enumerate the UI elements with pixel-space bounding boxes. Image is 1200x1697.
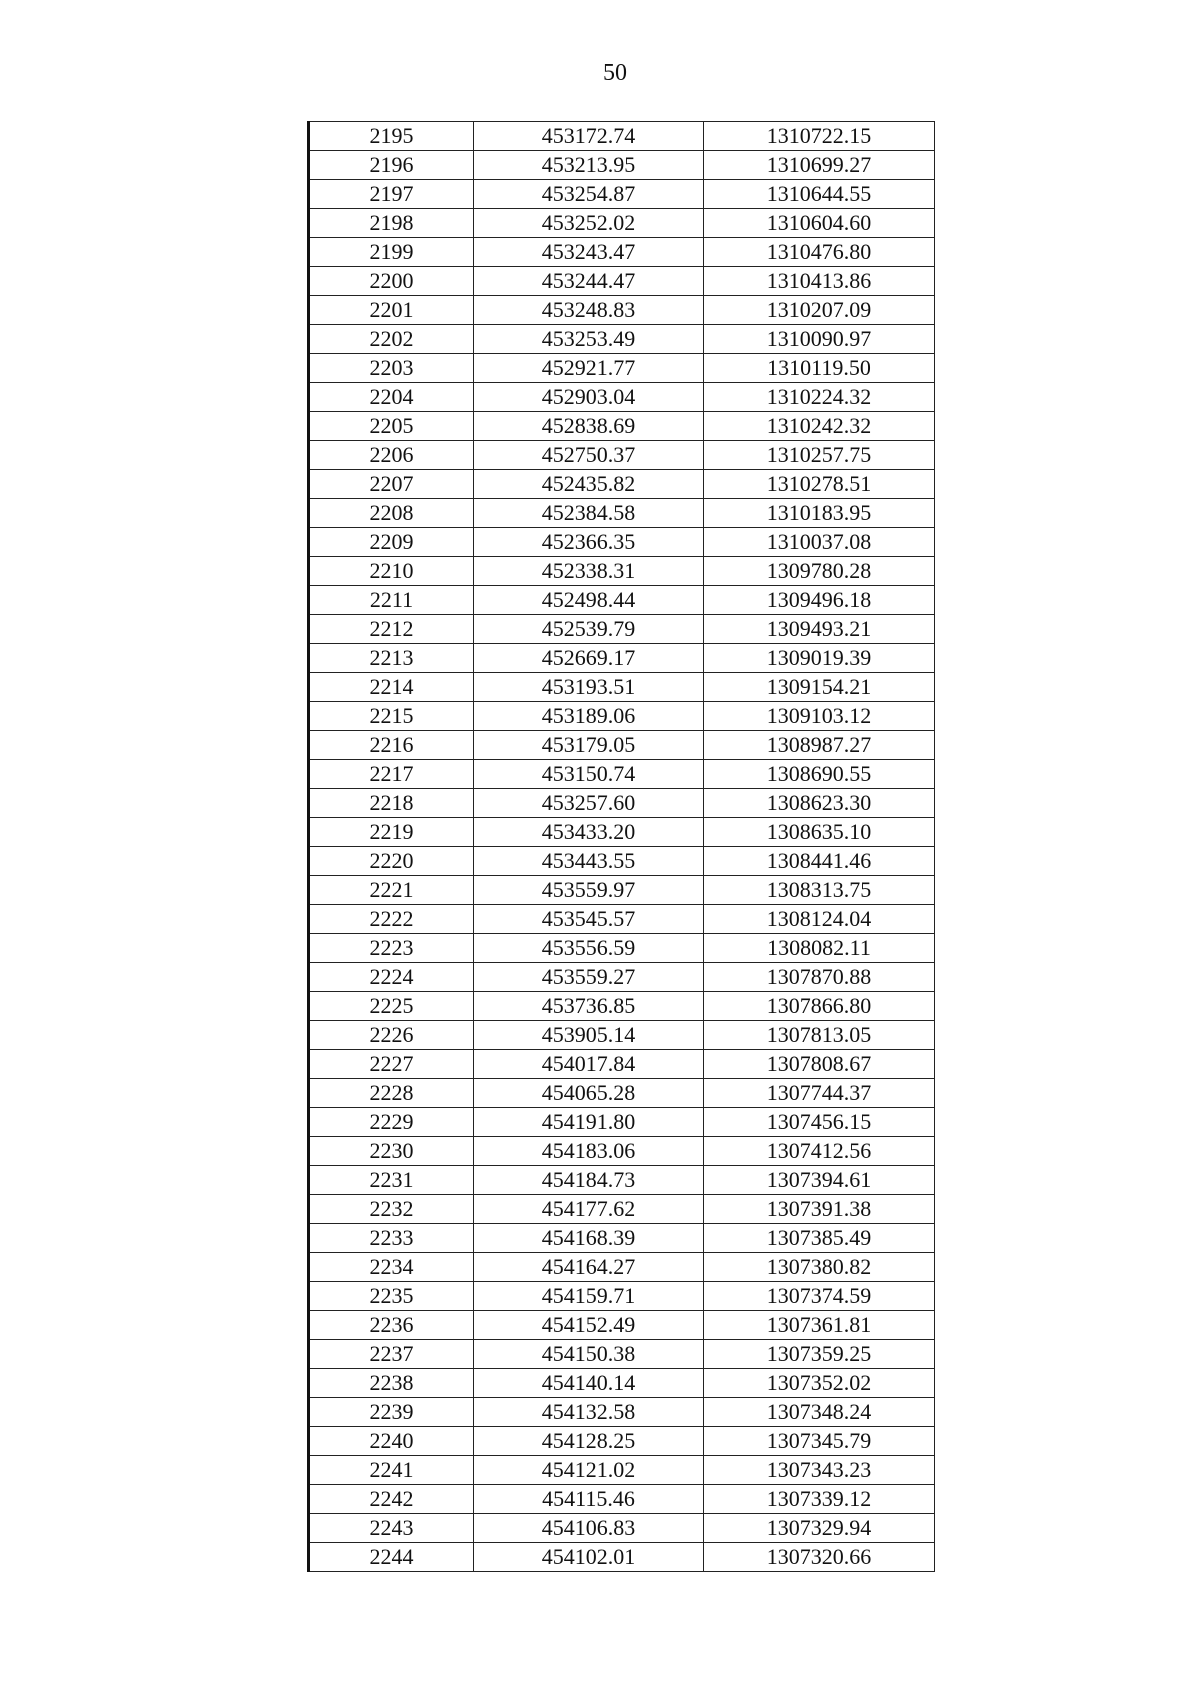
point-number-cell: 2238 bbox=[309, 1369, 474, 1398]
x-coordinate-cell: 453213.95 bbox=[474, 151, 704, 180]
point-number-cell: 2205 bbox=[309, 412, 474, 441]
table-row bbox=[309, 180, 935, 209]
y-coordinate-cell: 1307352.02 bbox=[704, 1369, 935, 1398]
y-coordinate-cell: 1308635.10 bbox=[704, 818, 935, 847]
x-coordinate-cell: 453248.83 bbox=[474, 296, 704, 325]
page-number: 50 bbox=[603, 60, 627, 86]
x-coordinate-cell: 454128.25 bbox=[474, 1427, 704, 1456]
x-coordinate-cell: 453150.74 bbox=[474, 760, 704, 789]
point-number-cell: 2214 bbox=[309, 673, 474, 702]
coordinates-table-body bbox=[309, 122, 935, 1572]
point-number-cell: 2219 bbox=[309, 818, 474, 847]
x-coordinate-cell: 452750.37 bbox=[474, 441, 704, 470]
y-coordinate-cell: 1309493.21 bbox=[704, 615, 935, 644]
table-row bbox=[309, 1311, 935, 1340]
table-row bbox=[309, 122, 935, 151]
x-coordinate-cell: 452903.04 bbox=[474, 383, 704, 412]
point-number-cell: 2242 bbox=[309, 1485, 474, 1514]
table-row bbox=[309, 1195, 935, 1224]
table-row bbox=[309, 789, 935, 818]
point-number-cell: 2206 bbox=[309, 441, 474, 470]
x-coordinate-cell: 454191.80 bbox=[474, 1108, 704, 1137]
point-number-cell: 2230 bbox=[309, 1137, 474, 1166]
table-row bbox=[309, 470, 935, 499]
table-row bbox=[309, 325, 935, 354]
table-row bbox=[309, 1427, 935, 1456]
x-coordinate-cell: 454150.38 bbox=[474, 1340, 704, 1369]
x-coordinate-cell: 452539.79 bbox=[474, 615, 704, 644]
y-coordinate-cell: 1310224.32 bbox=[704, 383, 935, 412]
y-coordinate-cell: 1308623.30 bbox=[704, 789, 935, 818]
x-coordinate-cell: 454159.71 bbox=[474, 1282, 704, 1311]
x-coordinate-cell: 454177.62 bbox=[474, 1195, 704, 1224]
y-coordinate-cell: 1308124.04 bbox=[704, 905, 935, 934]
y-coordinate-cell: 1307412.56 bbox=[704, 1137, 935, 1166]
x-coordinate-cell: 453257.60 bbox=[474, 789, 704, 818]
x-coordinate-cell: 453189.06 bbox=[474, 702, 704, 731]
point-number-cell: 2209 bbox=[309, 528, 474, 557]
x-coordinate-cell: 453433.20 bbox=[474, 818, 704, 847]
y-coordinate-cell: 1309103.12 bbox=[704, 702, 935, 731]
y-coordinate-cell: 1310090.97 bbox=[704, 325, 935, 354]
y-coordinate-cell: 1307339.12 bbox=[704, 1485, 935, 1514]
y-coordinate-cell: 1310278.51 bbox=[704, 470, 935, 499]
point-number-cell: 2210 bbox=[309, 557, 474, 586]
point-number-cell: 2244 bbox=[309, 1543, 474, 1572]
point-number-cell: 2221 bbox=[309, 876, 474, 905]
y-coordinate-cell: 1310037.08 bbox=[704, 528, 935, 557]
table-row bbox=[309, 1485, 935, 1514]
point-number-cell: 2229 bbox=[309, 1108, 474, 1137]
y-coordinate-cell: 1307329.94 bbox=[704, 1514, 935, 1543]
x-coordinate-cell: 453253.49 bbox=[474, 325, 704, 354]
x-coordinate-cell: 453559.97 bbox=[474, 876, 704, 905]
y-coordinate-cell: 1310257.75 bbox=[704, 441, 935, 470]
table-row bbox=[309, 1369, 935, 1398]
point-number-cell: 2217 bbox=[309, 760, 474, 789]
y-coordinate-cell: 1307343.23 bbox=[704, 1456, 935, 1485]
x-coordinate-cell: 454102.01 bbox=[474, 1543, 704, 1572]
table-row bbox=[309, 296, 935, 325]
point-number-cell: 2207 bbox=[309, 470, 474, 499]
y-coordinate-cell: 1307385.49 bbox=[704, 1224, 935, 1253]
x-coordinate-cell: 453545.57 bbox=[474, 905, 704, 934]
x-coordinate-cell: 452338.31 bbox=[474, 557, 704, 586]
table-row bbox=[309, 760, 935, 789]
x-coordinate-cell: 454152.49 bbox=[474, 1311, 704, 1340]
x-coordinate-cell: 454017.84 bbox=[474, 1050, 704, 1079]
point-number-cell: 2212 bbox=[309, 615, 474, 644]
point-number-cell: 2232 bbox=[309, 1195, 474, 1224]
point-number-cell: 2235 bbox=[309, 1282, 474, 1311]
y-coordinate-cell: 1307744.37 bbox=[704, 1079, 935, 1108]
y-coordinate-cell: 1307870.88 bbox=[704, 963, 935, 992]
point-number-cell: 2239 bbox=[309, 1398, 474, 1427]
x-coordinate-cell: 454132.58 bbox=[474, 1398, 704, 1427]
y-coordinate-cell: 1307813.05 bbox=[704, 1021, 935, 1050]
table-row bbox=[309, 209, 935, 238]
coordinates-table bbox=[307, 121, 935, 1572]
point-number-cell: 2204 bbox=[309, 383, 474, 412]
table-row bbox=[309, 1137, 935, 1166]
table-row bbox=[309, 441, 935, 470]
y-coordinate-cell: 1310119.50 bbox=[704, 354, 935, 383]
x-coordinate-cell: 453254.87 bbox=[474, 180, 704, 209]
y-coordinate-cell: 1307866.80 bbox=[704, 992, 935, 1021]
table-row bbox=[309, 1282, 935, 1311]
table-row bbox=[309, 963, 935, 992]
x-coordinate-cell: 453179.05 bbox=[474, 731, 704, 760]
x-coordinate-cell: 453905.14 bbox=[474, 1021, 704, 1050]
x-coordinate-cell: 454115.46 bbox=[474, 1485, 704, 1514]
x-coordinate-cell: 454184.73 bbox=[474, 1166, 704, 1195]
table-row bbox=[309, 1224, 935, 1253]
y-coordinate-cell: 1307456.15 bbox=[704, 1108, 935, 1137]
point-number-cell: 2215 bbox=[309, 702, 474, 731]
y-coordinate-cell: 1308987.27 bbox=[704, 731, 935, 760]
table-row bbox=[309, 267, 935, 296]
point-number-cell: 2203 bbox=[309, 354, 474, 383]
table-row bbox=[309, 1514, 935, 1543]
table-row bbox=[309, 1166, 935, 1195]
x-coordinate-cell: 453443.55 bbox=[474, 847, 704, 876]
point-number-cell: 2218 bbox=[309, 789, 474, 818]
x-coordinate-cell: 452384.58 bbox=[474, 499, 704, 528]
table-row bbox=[309, 1108, 935, 1137]
point-number-cell: 2233 bbox=[309, 1224, 474, 1253]
point-number-cell: 2196 bbox=[309, 151, 474, 180]
point-number-cell: 2227 bbox=[309, 1050, 474, 1079]
x-coordinate-cell: 454065.28 bbox=[474, 1079, 704, 1108]
point-number-cell: 2202 bbox=[309, 325, 474, 354]
table-row bbox=[309, 1021, 935, 1050]
x-coordinate-cell: 453559.27 bbox=[474, 963, 704, 992]
y-coordinate-cell: 1310207.09 bbox=[704, 296, 935, 325]
y-coordinate-cell: 1309019.39 bbox=[704, 644, 935, 673]
point-number-cell: 2224 bbox=[309, 963, 474, 992]
point-number-cell: 2216 bbox=[309, 731, 474, 760]
table-row bbox=[309, 702, 935, 731]
point-number-cell: 2211 bbox=[309, 586, 474, 615]
point-number-cell: 2243 bbox=[309, 1514, 474, 1543]
point-number-cell: 2199 bbox=[309, 238, 474, 267]
table-row bbox=[309, 151, 935, 180]
x-coordinate-cell: 454164.27 bbox=[474, 1253, 704, 1282]
table-row bbox=[309, 528, 935, 557]
y-coordinate-cell: 1307374.59 bbox=[704, 1282, 935, 1311]
table-row bbox=[309, 354, 935, 383]
x-coordinate-cell: 452669.17 bbox=[474, 644, 704, 673]
y-coordinate-cell: 1308690.55 bbox=[704, 760, 935, 789]
x-coordinate-cell: 454168.39 bbox=[474, 1224, 704, 1253]
x-coordinate-cell: 452838.69 bbox=[474, 412, 704, 441]
point-number-cell: 2201 bbox=[309, 296, 474, 325]
x-coordinate-cell: 453736.85 bbox=[474, 992, 704, 1021]
y-coordinate-cell: 1307345.79 bbox=[704, 1427, 935, 1456]
point-number-cell: 2198 bbox=[309, 209, 474, 238]
x-coordinate-cell: 453172.74 bbox=[474, 122, 704, 151]
table-row bbox=[309, 412, 935, 441]
table-row bbox=[309, 644, 935, 673]
point-number-cell: 2236 bbox=[309, 1311, 474, 1340]
point-number-cell: 2237 bbox=[309, 1340, 474, 1369]
y-coordinate-cell: 1309496.18 bbox=[704, 586, 935, 615]
x-coordinate-cell: 454121.02 bbox=[474, 1456, 704, 1485]
x-coordinate-cell: 454140.14 bbox=[474, 1369, 704, 1398]
y-coordinate-cell: 1307808.67 bbox=[704, 1050, 935, 1079]
table-row bbox=[309, 934, 935, 963]
point-number-cell: 2213 bbox=[309, 644, 474, 673]
y-coordinate-cell: 1309780.28 bbox=[704, 557, 935, 586]
y-coordinate-cell: 1307394.61 bbox=[704, 1166, 935, 1195]
y-coordinate-cell: 1309154.21 bbox=[704, 673, 935, 702]
y-coordinate-cell: 1310644.55 bbox=[704, 180, 935, 209]
y-coordinate-cell: 1307380.82 bbox=[704, 1253, 935, 1282]
table-row bbox=[309, 586, 935, 615]
x-coordinate-cell: 453193.51 bbox=[474, 673, 704, 702]
x-coordinate-cell: 453252.02 bbox=[474, 209, 704, 238]
point-number-cell: 2225 bbox=[309, 992, 474, 1021]
y-coordinate-cell: 1308313.75 bbox=[704, 876, 935, 905]
point-number-cell: 2223 bbox=[309, 934, 474, 963]
y-coordinate-cell: 1310413.86 bbox=[704, 267, 935, 296]
table-row bbox=[309, 905, 935, 934]
y-coordinate-cell: 1310242.32 bbox=[704, 412, 935, 441]
y-coordinate-cell: 1308441.46 bbox=[704, 847, 935, 876]
x-coordinate-cell: 452366.35 bbox=[474, 528, 704, 557]
y-coordinate-cell: 1310183.95 bbox=[704, 499, 935, 528]
y-coordinate-cell: 1307348.24 bbox=[704, 1398, 935, 1427]
y-coordinate-cell: 1310476.80 bbox=[704, 238, 935, 267]
y-coordinate-cell: 1308082.11 bbox=[704, 934, 935, 963]
point-number-cell: 2240 bbox=[309, 1427, 474, 1456]
table-row bbox=[309, 876, 935, 905]
x-coordinate-cell: 454106.83 bbox=[474, 1514, 704, 1543]
x-coordinate-cell: 453556.59 bbox=[474, 934, 704, 963]
table-row bbox=[309, 673, 935, 702]
table-row bbox=[309, 847, 935, 876]
point-number-cell: 2197 bbox=[309, 180, 474, 209]
y-coordinate-cell: 1310604.60 bbox=[704, 209, 935, 238]
point-number-cell: 2231 bbox=[309, 1166, 474, 1195]
table-row bbox=[309, 818, 935, 847]
point-number-cell: 2208 bbox=[309, 499, 474, 528]
table-row bbox=[309, 499, 935, 528]
x-coordinate-cell: 452435.82 bbox=[474, 470, 704, 499]
point-number-cell: 2200 bbox=[309, 267, 474, 296]
table-row bbox=[309, 238, 935, 267]
x-coordinate-cell: 452498.44 bbox=[474, 586, 704, 615]
y-coordinate-cell: 1310722.15 bbox=[704, 122, 935, 151]
x-coordinate-cell: 453243.47 bbox=[474, 238, 704, 267]
x-coordinate-cell: 452921.77 bbox=[474, 354, 704, 383]
table-row bbox=[309, 1456, 935, 1485]
table-row bbox=[309, 557, 935, 586]
point-number-cell: 2222 bbox=[309, 905, 474, 934]
table-row bbox=[309, 1398, 935, 1427]
y-coordinate-cell: 1307361.81 bbox=[704, 1311, 935, 1340]
table-row bbox=[309, 383, 935, 412]
point-number-cell: 2220 bbox=[309, 847, 474, 876]
table-row bbox=[309, 615, 935, 644]
table-row bbox=[309, 731, 935, 760]
table-row bbox=[309, 1050, 935, 1079]
x-coordinate-cell: 454183.06 bbox=[474, 1137, 704, 1166]
point-number-cell: 2226 bbox=[309, 1021, 474, 1050]
y-coordinate-cell: 1307320.66 bbox=[704, 1543, 935, 1572]
table-row bbox=[309, 1253, 935, 1282]
table-row bbox=[309, 992, 935, 1021]
point-number-cell: 2234 bbox=[309, 1253, 474, 1282]
point-number-cell: 2195 bbox=[309, 122, 474, 151]
table-row bbox=[309, 1543, 935, 1572]
y-coordinate-cell: 1307359.25 bbox=[704, 1340, 935, 1369]
y-coordinate-cell: 1310699.27 bbox=[704, 151, 935, 180]
y-coordinate-cell: 1307391.38 bbox=[704, 1195, 935, 1224]
point-number-cell: 2241 bbox=[309, 1456, 474, 1485]
x-coordinate-cell: 453244.47 bbox=[474, 267, 704, 296]
point-number-cell: 2228 bbox=[309, 1079, 474, 1108]
table-row bbox=[309, 1079, 935, 1108]
table-row bbox=[309, 1340, 935, 1369]
